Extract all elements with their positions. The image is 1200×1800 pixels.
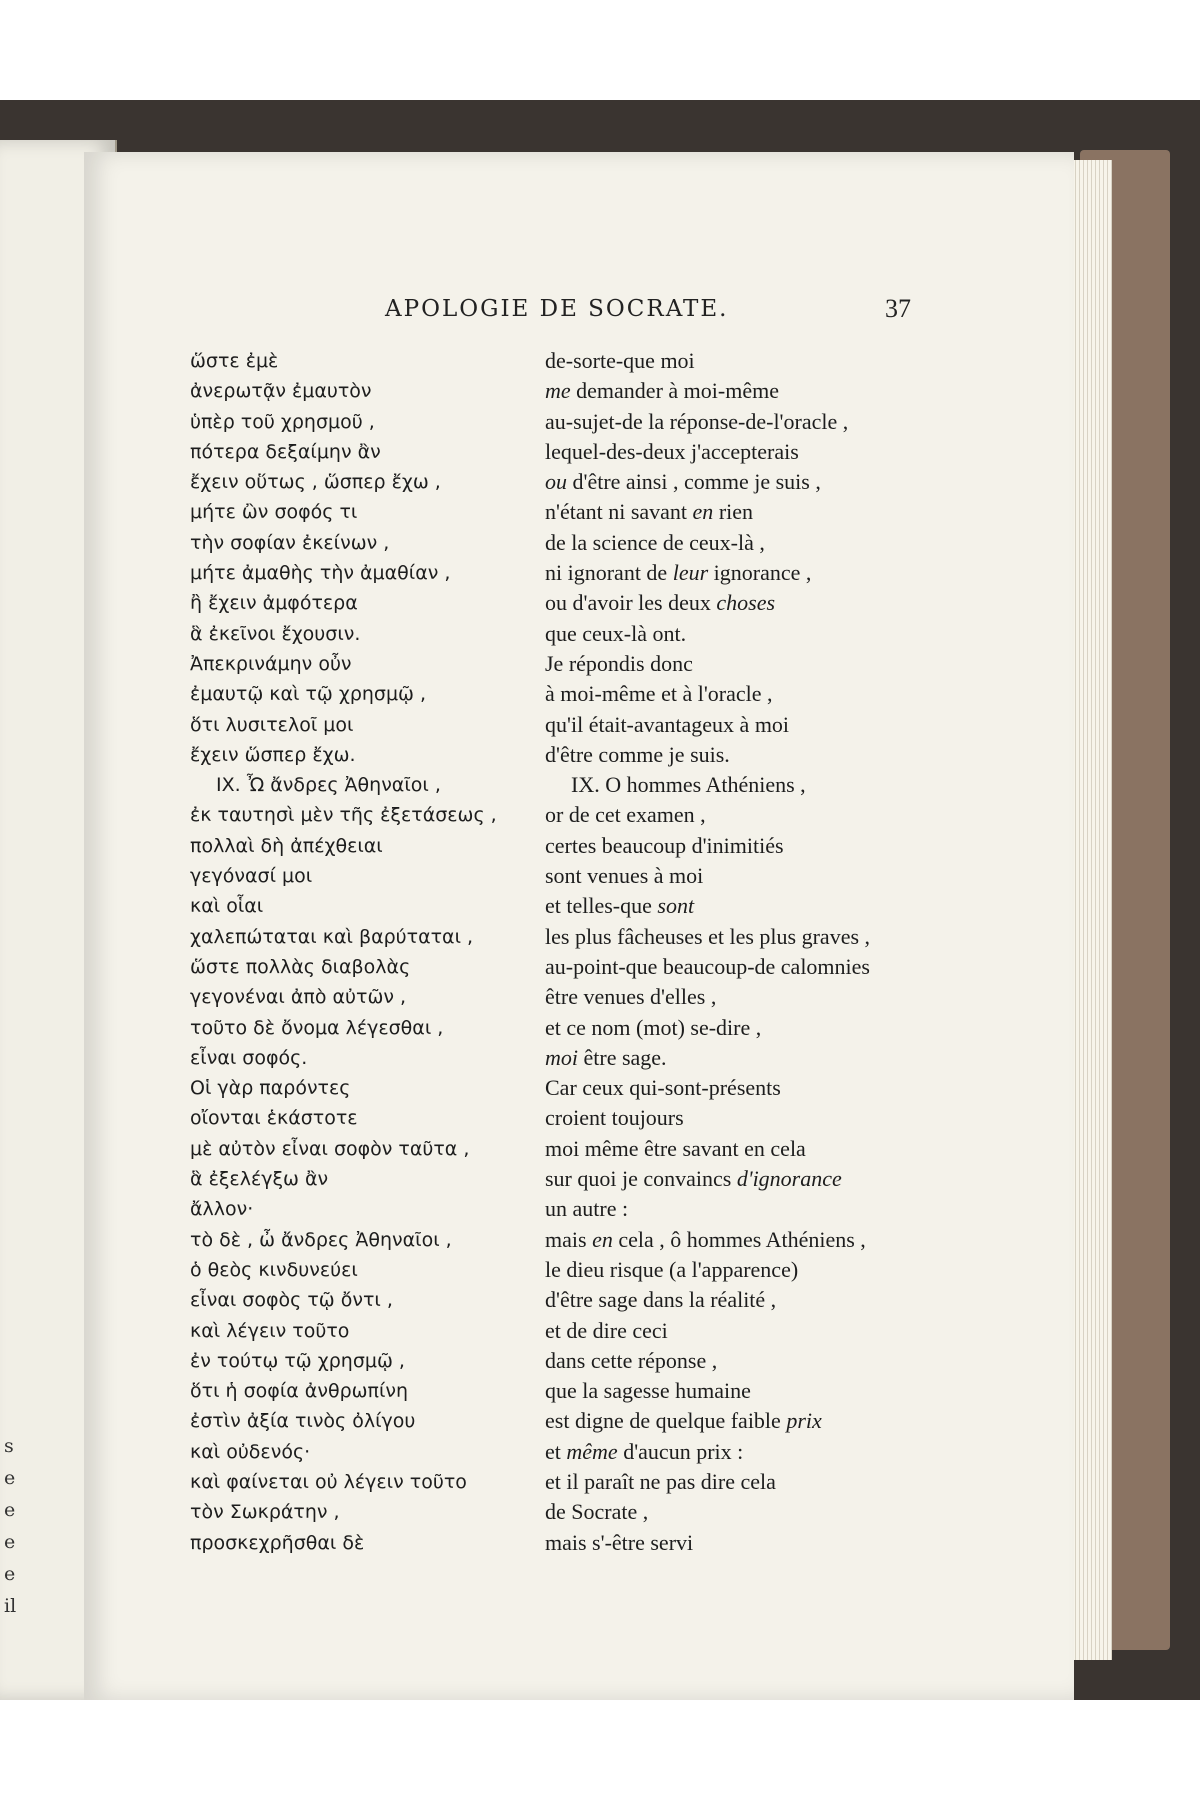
- french-line: [545, 649, 965, 679]
- left-page-fragment: e: [4, 1563, 16, 1585]
- french-line: [545, 1013, 965, 1043]
- greek-line: εἶναι σοφὸς τῷ ὄντι ,: [190, 1289, 393, 1312]
- french-line-italic: moi: [545, 1044, 578, 1070]
- greek-line: Οἱ γὰρ παρόντες: [190, 1077, 351, 1100]
- french-line: [545, 800, 965, 830]
- french-line-text: d'être ainsi , comme je suis ,: [567, 469, 821, 495]
- greek-line: ἄλλον·: [190, 1198, 254, 1221]
- french-line-text: au-sujet-de la réponse-de-l'oracle ,: [545, 408, 849, 434]
- french-line: [545, 1376, 965, 1406]
- french-line-text: moi même être savant en cela: [545, 1135, 806, 1161]
- french-line: [545, 1164, 965, 1194]
- french-line-italic: choses: [716, 590, 776, 616]
- running-head: APOLOGIE DE SOCRATE.: [385, 296, 729, 322]
- french-line: [545, 952, 965, 982]
- greek-line: καὶ λέγειν τοῦτο: [190, 1319, 350, 1342]
- greek-line: ὅτι ἡ σοφία ἀνθρωπίνη: [190, 1380, 409, 1403]
- greek-line: ὁ θεὸς κινδυνεύει: [190, 1258, 358, 1281]
- greek-line: καὶ οὐδενός·: [190, 1440, 311, 1463]
- french-line: [545, 1194, 965, 1224]
- french-line-italic: d'ignorance: [736, 1166, 842, 1192]
- french-line: [545, 558, 965, 588]
- french-line-text: lequel-des-deux j'accepterais: [545, 438, 799, 464]
- french-line: [545, 770, 965, 800]
- french-line: [545, 1467, 965, 1497]
- french-line-italic: ou: [545, 469, 567, 495]
- page-number: 37: [885, 294, 911, 323]
- greek-line: ὅτι λυσιτελοῖ μοι: [190, 713, 354, 736]
- french-line-text: que ceux-là ont.: [545, 620, 687, 646]
- left-page-fragment: e: [4, 1499, 16, 1521]
- greek-line: ἃ ἐξελέγξω ἂν: [190, 1168, 329, 1191]
- french-line-text: est digne de quelque faible: [545, 1408, 787, 1434]
- greek-line: ἃ ἐκεῖνοι ἔχουσιν.: [190, 622, 361, 645]
- french-line-text: Car ceux qui-sont-présents: [545, 1075, 781, 1101]
- french-line-text: demander à moi-même: [570, 378, 779, 404]
- greek-line: πότερα δεξαίμην ἂν: [190, 440, 381, 463]
- french-line: [545, 1285, 965, 1315]
- page-edges: [1068, 160, 1112, 1660]
- greek-line: Ἀπεκρινάμην οὖν: [190, 652, 352, 675]
- french-line-text: Je répondis donc: [545, 650, 693, 676]
- greek-line: ὥστε πολλὰς διαβολὰς: [190, 955, 411, 978]
- french-line-text: au-point-que beaucoup-de calomnies: [545, 953, 870, 979]
- french-line-text: mais s'-être servi: [545, 1529, 694, 1555]
- greek-line: μήτε ἀμαθὴς τὴν ἀμαθίαν ,: [190, 562, 451, 585]
- greek-line: ἔχειν ὥσπερ ἔχω.: [190, 743, 356, 766]
- french-line: [545, 861, 965, 891]
- greek-line: ἐμαυτῷ καὶ τῷ χρησμῷ ,: [190, 683, 427, 706]
- french-line-text: mais: [545, 1226, 593, 1252]
- french-line-text: sur quoi je convaincs: [545, 1166, 737, 1192]
- french-line-text: et ce nom (mot) se-dire ,: [545, 1014, 762, 1040]
- left-page-fragment: s: [4, 1435, 14, 1457]
- greek-line: τοῦτο δὲ ὄνομα λέγεσθαι ,: [190, 1016, 444, 1039]
- french-line-italic: même: [566, 1438, 618, 1464]
- french-line: [545, 831, 965, 861]
- french-line-text: le dieu risque (a l'apparence): [545, 1256, 799, 1282]
- french-text-column: [545, 346, 965, 1558]
- french-line-text: et telles-que: [545, 893, 658, 919]
- greek-line: οἴονται ἑκάστοτε: [190, 1107, 358, 1130]
- french-line: [545, 1073, 965, 1103]
- greek-line: ἐκ ταυτησὶ μὲν τῆς ἐξετάσεως ,: [190, 804, 497, 827]
- greek-line: ἢ ἔχειν ἀμφότερα: [190, 592, 358, 615]
- french-line-text: que la sagesse humaine: [545, 1378, 751, 1404]
- greek-text-column: [190, 346, 550, 1558]
- french-line: [545, 922, 965, 952]
- french-line-text: cela , ô hommes Athéniens ,: [612, 1226, 866, 1252]
- french-line-text: rien: [713, 499, 754, 525]
- french-line-text: et: [545, 1438, 567, 1464]
- french-line-text: ni ignorant de: [545, 560, 673, 586]
- french-line-text: de Socrate ,: [545, 1499, 649, 1525]
- french-line-italic: me: [545, 378, 571, 404]
- french-line: [545, 1043, 965, 1073]
- french-line-italic: en: [592, 1226, 613, 1252]
- french-line: [545, 982, 965, 1012]
- french-line: [545, 679, 965, 709]
- french-line-text: certes beaucoup d'inimitiés: [545, 832, 784, 858]
- greek-line: καὶ οἷαι: [190, 895, 264, 918]
- greek-line: καὶ φαίνεται οὐ λέγειν τοῦτο: [190, 1470, 467, 1493]
- french-line-italic: leur: [672, 560, 709, 586]
- greek-line: ἀνερωτᾷν ἐμαυτὸν: [190, 380, 372, 403]
- french-line: [545, 1103, 965, 1133]
- french-line: [545, 407, 965, 437]
- french-line-text: d'être comme je suis.: [545, 741, 730, 767]
- greek-line: προσκεχρῆσθαι δὲ: [190, 1531, 365, 1554]
- left-page-fragment: e: [4, 1467, 16, 1489]
- french-line: [545, 891, 965, 921]
- greek-line: τὸ δὲ , ὦ ἄνδρες Ἀθηναῖοι ,: [190, 1228, 452, 1251]
- greek-line: ἔχειν οὕτως , ὥσπερ ἔχω ,: [190, 471, 441, 494]
- french-line-text: sont venues à moi: [545, 863, 704, 889]
- greek-line: γεγόνασί μοι: [190, 865, 313, 888]
- french-line: [545, 437, 965, 467]
- greek-line: εἶναι σοφός.: [190, 1046, 308, 1069]
- greek-line: ὑπὲρ τοῦ χρησμοῦ ,: [190, 410, 375, 433]
- french-line-text: et il paraît ne pas dire cela: [545, 1468, 776, 1494]
- french-line-text: qu'il était-avantageux à moi: [545, 711, 790, 737]
- french-line-text: être sage.: [578, 1044, 667, 1070]
- french-line-text: d'être sage dans la réalité ,: [545, 1287, 777, 1313]
- french-line: [545, 528, 965, 558]
- greek-line: ἐστὶν ἀξία τινὸς ὀλίγου: [190, 1410, 416, 1433]
- french-line: [545, 740, 965, 770]
- french-line: [545, 497, 965, 527]
- french-line: [545, 1225, 965, 1255]
- french-line-text: d'aucun prix :: [617, 1438, 744, 1464]
- left-page-fragment: e: [4, 1531, 16, 1553]
- french-line-italic: sont: [657, 893, 695, 919]
- french-line: [545, 1528, 965, 1558]
- greek-line: γεγονέναι ἀπὸ αὐτῶν ,: [190, 986, 407, 1009]
- french-line-text: ignorance ,: [708, 560, 812, 586]
- french-line-text: et de dire ceci: [545, 1317, 668, 1343]
- french-line: [545, 376, 965, 406]
- french-line: [545, 1497, 965, 1527]
- french-line: [545, 346, 965, 376]
- greek-line: χαλεπώταται καὶ βαρύταται ,: [190, 925, 474, 948]
- left-page-fragment: il: [4, 1595, 17, 1617]
- french-line-italic: en: [692, 499, 714, 525]
- french-line: [545, 1346, 965, 1376]
- french-line: [545, 710, 965, 740]
- greek-line: IX. Ὦ ἄνδρες Ἀθηναῖοι ,: [216, 774, 441, 797]
- french-line-text: croient toujours: [545, 1105, 684, 1131]
- french-line-text: n'étant ni savant: [545, 499, 693, 525]
- french-line: [545, 619, 965, 649]
- french-line-text: être venues d'elles ,: [545, 984, 717, 1010]
- left-page-fragments: [4, 1430, 44, 1622]
- greek-line: τὴν σοφίαν ἐκείνων ,: [190, 531, 390, 554]
- french-line-text: les plus fâcheuses et les plus graves ,: [545, 923, 871, 949]
- french-line-text: un autre :: [545, 1196, 629, 1222]
- french-line-text: IX. O hommes Athéniens ,: [571, 772, 806, 798]
- greek-line: μὲ αὐτὸν εἶναι σοφὸν ταῦτα ,: [190, 1137, 470, 1160]
- greek-line: ἐν τούτῳ τῷ χρησμῷ ,: [190, 1349, 405, 1372]
- greek-line: τὸν Σωκράτην ,: [190, 1501, 340, 1524]
- french-line-text: dans cette réponse ,: [545, 1347, 718, 1373]
- french-line: [545, 1134, 965, 1164]
- french-line-text: à moi-même et à l'oracle ,: [545, 681, 773, 707]
- french-line: [545, 1406, 965, 1436]
- french-line-text: or de cet examen ,: [545, 802, 706, 828]
- french-line-italic: prix: [786, 1408, 822, 1434]
- french-line: [545, 588, 965, 618]
- french-line-text: de la science de ceux-là ,: [545, 529, 765, 555]
- french-line-text: ou d'avoir les deux: [545, 590, 717, 616]
- french-line: [545, 1316, 965, 1346]
- greek-line: μήτε ὢν σοφός τι: [190, 501, 358, 524]
- french-line: [545, 467, 965, 497]
- greek-line: πολλαὶ δὴ ἀπέχθειαι: [190, 834, 383, 857]
- french-line-text: de-sorte-que moi: [545, 348, 695, 373]
- french-line: [545, 1255, 965, 1285]
- greek-line: ὥστε ἐμὲ: [190, 350, 279, 372]
- french-line: [545, 1437, 965, 1467]
